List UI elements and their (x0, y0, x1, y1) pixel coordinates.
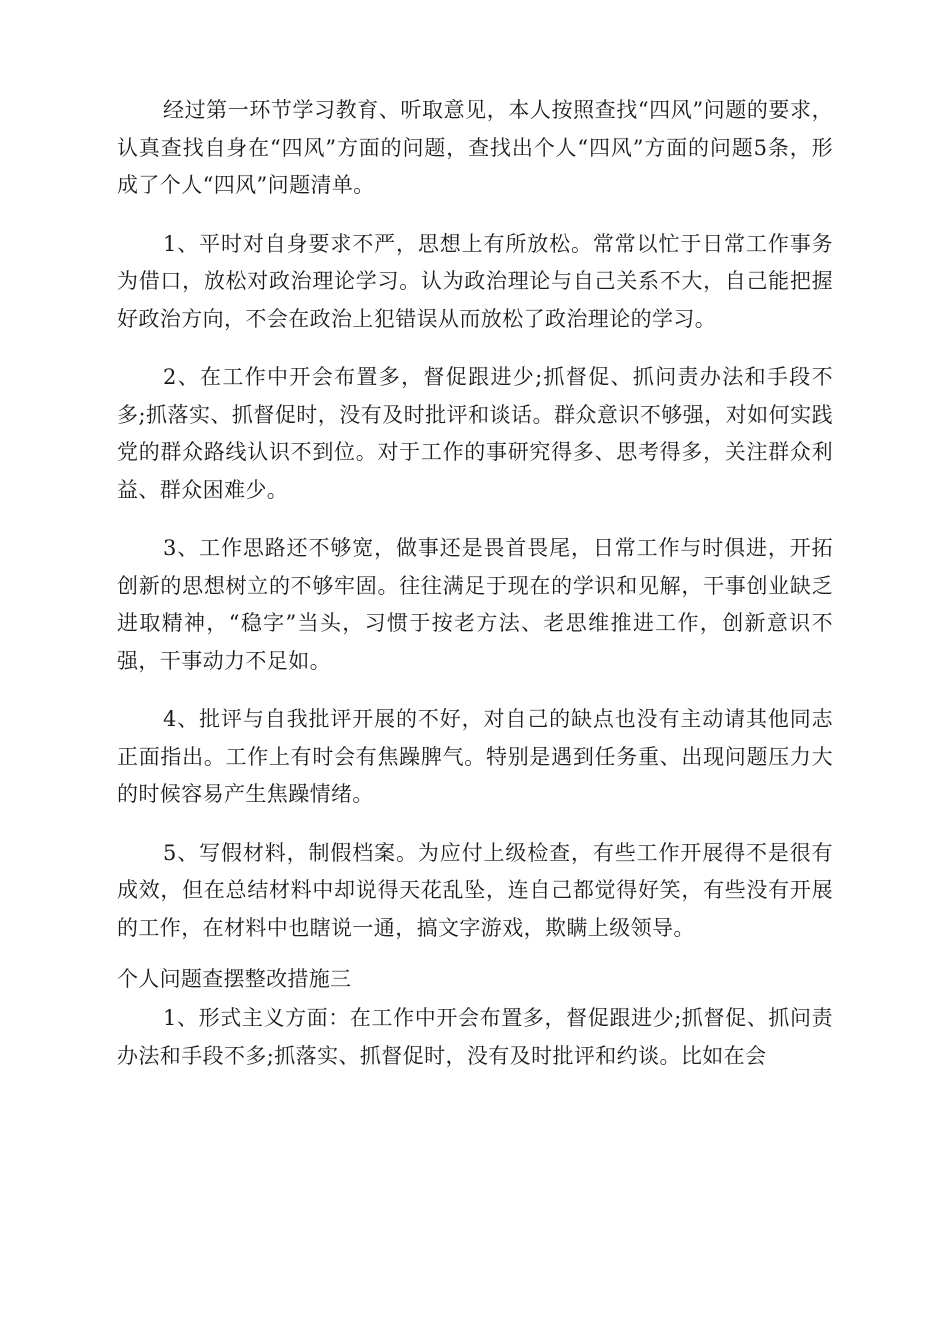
intro-paragraph: 经过第一环节学习教育、听取意见，本人按照查找“四风”问题的要求，认真查找自身在“四风”方面的问题，查找出个人“四风”方面的问题5条，形成了个人“四风”问题清单。 (117, 98, 833, 197)
issue-item-3: 3、工作思路还不够宽，做事还是畏首畏尾，日常工作与时俱进，开拓创新的思想树立的不够牢固。往往满足于现在的学识和见解，干事创业缺乏进取精神，“稳字”当头，习惯于按老方法、老思维推进工作，创新意识不强，干事动力不足如。 (117, 536, 833, 673)
issue-item-2: 2、在工作中开会布置多，督促跟进少;抓督促、抓问责办法和手段不多;抓落实、抓督促时，没有及时批评和谈话。群众意识不够强，对如何实践党的群众路线认识不到位。对于工作的事研究得多、思考得多，关注群众利益、群众困难少。 (117, 365, 833, 502)
issue-item-4: 4、批评与自我批评开展的不好，对自己的缺点也没有主动请其他同志正面指出。工作上有时会有焦躁脾气。特别是遇到任务重、出现问题压力大的时候容易产生焦躁情绪。 (117, 707, 833, 806)
issue-item-5: 5、写假材料，制假档案。为应付上级检查，有些工作开展得不是很有成效，但在总结材料中却说得天花乱坠，连自己都觉得好笑，有些没有开展的工作，在材料中也瞎说一通，搞文字游戏，欺瞒上级领导。 (117, 840, 833, 940)
issue-item-1: 1、平时对自身要求不严，思想上有所放松。常常以忙于日常工作事务为借口，放松对政治理论学习。认为政治理论与自己关系不大，自己能把握好政治方向，不会在政治上犯错误从而放松了政治理论的学习。 (117, 231, 833, 331)
document-body (117, 92, 833, 1096)
section-item-1: 1、形式主义方面：在工作中开会布置多，督促跟进少;抓督促、抓问责办法和手段不多;抓落实、抓督促时，没有及时批评和约谈。比如在会 (117, 1006, 833, 1068)
section-heading: 个人问题查摆整改措施三 (117, 967, 352, 991)
